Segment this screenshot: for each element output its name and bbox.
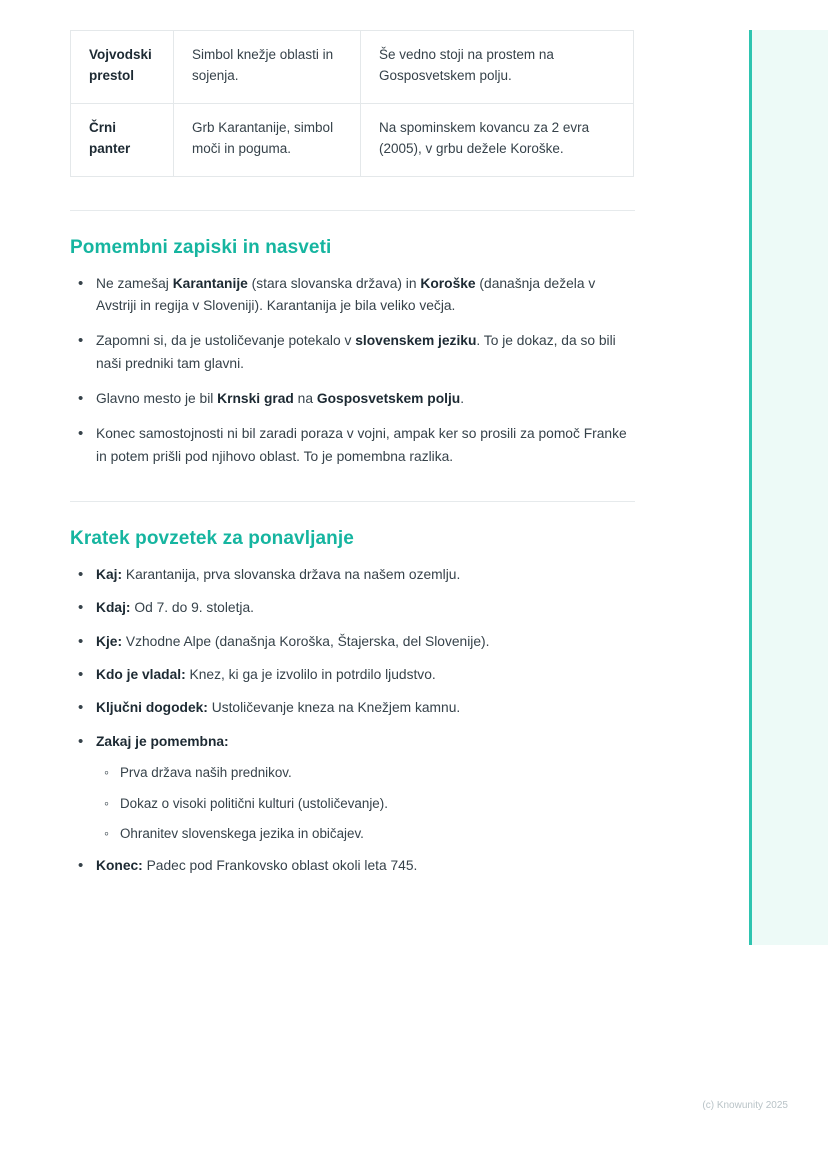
body-text: Zapomni si, da je ustoličevanje potekalo v	[96, 333, 356, 349]
body-text: Od 7. do 9. stoletja.	[130, 600, 254, 616]
list-item	[94, 664, 635, 686]
emphasis-text: Ključni dogodek:	[96, 700, 208, 716]
table-cell-note: Na spominskem kovancu za 2 evra (2005), v grbu dežele Koroške.	[361, 103, 634, 176]
section-divider	[70, 210, 635, 211]
sub-list-item: ◦ Prva država naših prednikov.	[120, 762, 635, 783]
table-row	[71, 31, 634, 104]
side-accent-line	[749, 30, 752, 945]
body-text: Knez, ki ga je izvolilo in potrdilo ljudstvo.	[185, 667, 436, 683]
list-item	[94, 564, 635, 586]
body-text: (današnja dežela v Avstriji in regija v Sloveniji). Karantanija je bila veliko večja.	[96, 275, 596, 314]
section-heading-tips: Pomembni zapiski in nasveti	[70, 236, 332, 258]
body-text: Konec samostojnosti ni bil zaradi poraza v vojni, ampak ker so prosili za pomoč Franke in potem prišli pod njihovo oblast. To je pomembna razlika.	[96, 426, 627, 464]
symbols-table	[70, 30, 634, 177]
body-text: na	[293, 391, 317, 407]
sub-list	[96, 762, 635, 844]
list-item	[94, 855, 635, 877]
emphasis-text: slovenskem jeziku	[355, 333, 477, 349]
table-cell-meaning: Simbol knežje oblasti in sojenja.	[174, 31, 361, 104]
section-heading-summary: Kratek povzetek za ponavljanje	[70, 528, 354, 550]
table-cell-term: Črni panter	[71, 103, 174, 176]
list-item	[94, 731, 635, 845]
emphasis-text: Zakaj je pomembna:	[96, 733, 229, 749]
emphasis-text: Konec:	[96, 858, 143, 874]
body-text: Vzhodne Alpe (današnja Koroška, Štajerska, del Slovenije).	[122, 633, 490, 649]
emphasis-text: Kaj:	[96, 567, 123, 583]
body-text: Ustoličevanje kneza na Knežjem kamnu.	[207, 700, 461, 716]
emphasis-text: Krnski grad	[217, 391, 294, 407]
list-item	[94, 631, 635, 653]
body-text: (stara slovanska država) in	[247, 275, 421, 291]
footer-copyright: (c) Knowunity 2025	[702, 1100, 788, 1111]
body-text: .	[460, 391, 465, 407]
body-text: Karantanija, prva slovanska država na našem ozemlju.	[122, 567, 461, 583]
table-cell-term: Vojvodski prestol	[71, 31, 174, 104]
list-item	[94, 423, 635, 468]
emphasis-text: Koroške	[420, 275, 476, 291]
body-text: Ne zamešaj	[96, 275, 173, 291]
list-item	[94, 697, 635, 719]
summary-list	[70, 564, 635, 878]
document-content	[70, 30, 635, 889]
emphasis-text: Karantanije	[172, 275, 248, 291]
table-cell-meaning: Grb Karantanije, simbol moči in poguma.	[174, 103, 361, 176]
list-item	[94, 597, 635, 619]
list-item	[94, 388, 635, 410]
list-item	[94, 273, 635, 318]
body-text: Padec pod Frankovsko oblast okoli leta 745.	[142, 858, 418, 874]
sub-list-item: ◦ Dokaz o visoki politični kulturi (ustoličevanje).	[120, 793, 635, 814]
list-item	[94, 330, 635, 375]
table-row	[71, 103, 634, 176]
emphasis-text: Kdo je vladal:	[96, 667, 186, 683]
section-divider	[70, 501, 635, 502]
emphasis-text: Kdaj:	[96, 600, 131, 616]
body-text: Glavno mesto je bil	[96, 391, 218, 407]
emphasis-text: Kje:	[96, 633, 123, 649]
table-cell-note: Še vedno stoji na prostem na Gosposvetskem polju.	[361, 31, 634, 104]
body-text: . To je dokaz, da so bili naši predniki tam glavni.	[96, 333, 616, 371]
emphasis-text: Gosposvetskem polju	[316, 391, 461, 407]
side-accent-panel	[749, 30, 828, 945]
symbols-table-body	[71, 31, 634, 177]
tips-list	[70, 273, 635, 468]
sub-list-item: ◦ Ohranitev slovenskega jezika in običajev.	[120, 823, 635, 844]
